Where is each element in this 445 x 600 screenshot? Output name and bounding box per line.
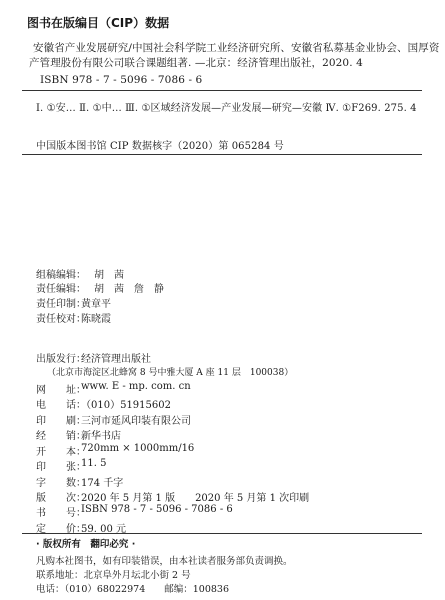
cip-core-number: 中国版本图书馆 CIP 数据核字（2020）第 065284 号 xyxy=(36,141,284,152)
detail-row xyxy=(36,474,123,489)
detail-row xyxy=(36,489,309,504)
editor-label: 组稿编辑： xyxy=(36,270,86,281)
cip-heading: 图书在版编目（CIP）数据 xyxy=(27,16,170,30)
detail-label: 电 话： xyxy=(36,400,86,411)
detail-value: www. E - mp. com. cn xyxy=(81,381,191,392)
detail-value: 59. 00 元 xyxy=(81,524,126,535)
detail-value: 三河市延风印装有限公司 xyxy=(81,416,191,427)
detail-row xyxy=(36,381,191,396)
cip-description-line1: 安徽省产业发展研究/中国社会科学院工业经济研究所、安徽省私募基金业协会、国厚资 xyxy=(33,42,440,54)
detail-row xyxy=(36,396,171,411)
detail-value: 174 千字 xyxy=(81,478,124,489)
copyright-notice: · 版权所有 翻印必究 · xyxy=(36,539,136,550)
footer-line-2: 联系地址：北京阜外月坛北小街 2 号 xyxy=(36,570,191,581)
detail-value: 11. 5 xyxy=(81,458,107,469)
detail-value: 新华书店 xyxy=(81,431,121,442)
detail-value: 720mm × 1000mm/16 xyxy=(81,443,195,454)
cip-classification: Ⅰ. ①安… Ⅱ. ①中… Ⅲ. ①区域经济发展—产业发展—研究—安徽 Ⅳ. ①F269. 275. 4 xyxy=(36,103,417,114)
divider-middle xyxy=(22,154,422,155)
editor-row xyxy=(36,295,111,310)
detail-label: 版 次： xyxy=(36,493,86,504)
publisher-label: 出版发行： xyxy=(36,354,86,365)
publisher-name: 经济管理出版社 xyxy=(81,354,151,365)
editor-value: 陈晓霞 xyxy=(81,314,111,325)
cip-isbn: ISBN 978 - 7 - 5096 - 7086 - 6 xyxy=(40,74,203,86)
editor-value: 胡 茜 詹 静 xyxy=(94,284,164,295)
detail-row xyxy=(36,458,106,473)
detail-label: 印 张： xyxy=(36,462,86,473)
footer-line-3: 电话：（010）68022974 邮编：100836 xyxy=(36,584,230,595)
detail-label: 经 销： xyxy=(36,431,86,442)
divider-top xyxy=(22,90,422,91)
detail-row xyxy=(36,412,191,427)
detail-label: 书 号： xyxy=(36,508,86,519)
editor-label: 责任印制： xyxy=(36,299,86,310)
detail-label: 字 数： xyxy=(36,478,86,489)
detail-value: ISBN 978 - 7 - 5096 - 7086 - 6 xyxy=(81,504,233,515)
detail-row xyxy=(36,443,194,458)
publisher-address: （北京市海淀区北蜂窝 8 号中雅大厦 A 座 11 层 100038） xyxy=(47,368,294,378)
editor-value: 胡 茜 xyxy=(94,270,124,281)
editor-value: 黄章平 xyxy=(81,299,111,310)
editor-label: 责任校对： xyxy=(36,314,86,325)
detail-label: 开 本： xyxy=(36,447,86,458)
divider-bottom xyxy=(22,533,422,534)
editor-label: 责任编辑： xyxy=(36,284,86,295)
footer-line-1: 凡购本社图书，如有印装错误，由本社读者服务部负责调换。 xyxy=(36,556,293,567)
detail-row xyxy=(36,427,121,442)
detail-label: 定 价： xyxy=(36,524,86,535)
detail-value: 2020 年 5 月第 1 版 2020 年 5 月第 1 次印刷 xyxy=(81,493,310,504)
detail-label: 印 刷： xyxy=(36,416,86,427)
publisher-row xyxy=(36,350,151,365)
cip-description-line2: 产管理股份有限公司联合课题组著. —北京：经济管理出版社，2020. 4 xyxy=(29,57,363,69)
detail-value: （010）51915602 xyxy=(81,400,171,411)
editor-row xyxy=(36,310,111,325)
editor-row xyxy=(36,280,164,295)
editor-row xyxy=(36,266,124,281)
detail-row xyxy=(36,504,233,519)
detail-label: 网 址： xyxy=(36,385,86,396)
